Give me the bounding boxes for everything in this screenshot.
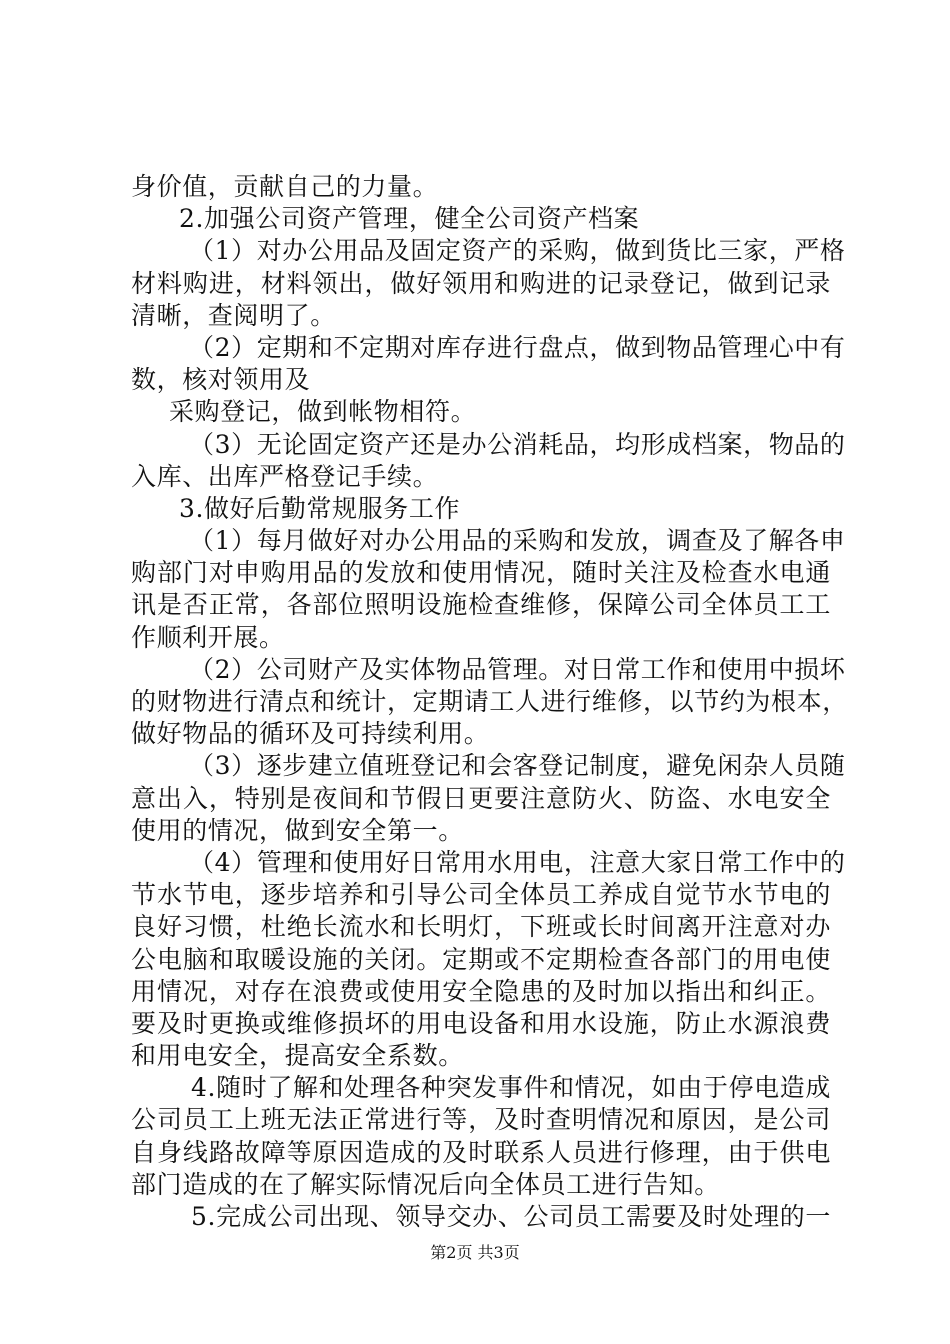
text-line: 采购登记，做到帐物相符。: [169, 397, 477, 427]
text-line: 入库、出库严格登记手续。: [131, 461, 439, 491]
text-line: （2）公司财产及实体物品管理。对日常工作和使用中损坏: [189, 654, 846, 684]
text-line: 使用的情况，做到安全第一。: [131, 815, 464, 845]
text-line: （1）对办公用品及固定资产的采购，做到货比三家，严格: [189, 236, 846, 266]
text-line: 自身线路故障等原因造成的及时联系人员进行修理，由于供电: [131, 1137, 831, 1167]
text-line: 身价值，贡献自己的力量。: [131, 172, 439, 201]
text-line: 部门造成的在了解实际情况后向全体员工进行告知。: [131, 1169, 720, 1199]
text-line: 意出入，特别是夜间和节假日更要注意防火、防盗、水电安全: [131, 783, 831, 813]
text-line: 购部门对申购用品的发放和使用情况，随时关注及检查水电通: [131, 558, 831, 588]
text-line: 清晰，查阅明了。: [131, 300, 336, 330]
text-line: （4）管理和使用好日常用水用电，注意大家日常工作中的: [189, 847, 846, 877]
section-heading-3: 3.做好后勤常规服务工作: [179, 493, 461, 523]
text-line: （1）每月做好对办公用品的采购和发放，调查及了解各申: [189, 526, 846, 556]
text-line: （3）无论固定资产还是办公消耗品，均形成档案，物品的: [189, 429, 846, 459]
text-line: 公电脑和取暖设施的关闭。定期或不定期检查各部门的用电使: [131, 944, 831, 974]
text-line: 材料购进，材料领出，做好领用和购进的记录登记，做到记录: [131, 268, 831, 298]
text-line: （2）定期和不定期对库存进行盘点，做到物品管理心中有: [189, 332, 846, 362]
page-number-footer: 第2页 共3页: [430, 1243, 520, 1262]
text-line: 数，核对领用及: [131, 365, 311, 395]
section-heading-4: 4.随时了解和处理各种突发事件和情况，如由于停电造成: [191, 1073, 831, 1103]
text-line: 用情况，对存在浪费或使用安全隐患的及时加以指出和纠正。: [131, 976, 831, 1006]
text-line: 的财物进行清点和统计，定期请工人进行维修，以节约为根本，: [131, 687, 848, 716]
text-line: 要及时更换或维修损坏的用电设备和用水设施，防止水源浪费: [131, 1008, 831, 1038]
text-line: 作顺利开展。: [131, 622, 285, 652]
text-line: 做好物品的循环及可持续利用。: [131, 719, 490, 749]
text-line: 和用电安全，提高安全系数。: [131, 1041, 464, 1071]
document-body: [131, 171, 848, 1233]
section-heading-5: 5.完成公司出现、领导交办、公司员工需要及时处理的一: [191, 1202, 831, 1231]
text-line: （3）逐步建立值班登记和会客登记制度，避免闲杂人员随: [189, 751, 846, 781]
section-heading-2: 2.加强公司资产管理，健全公司资产档案: [179, 204, 640, 234]
text-line: 公司员工上班无法正常进行等，及时查明情况和原因，是公司: [131, 1105, 831, 1135]
text-line: 节水节电，逐步培养和引导公司全体员工养成自觉节水节电的: [131, 880, 831, 910]
text-line: 良好习惯，杜绝长流水和长明灯，下班或长时间离开注意对办: [131, 912, 831, 942]
text-line: 讯是否正常，各部位照明设施检查维修，保障公司全体员工工: [131, 590, 831, 620]
